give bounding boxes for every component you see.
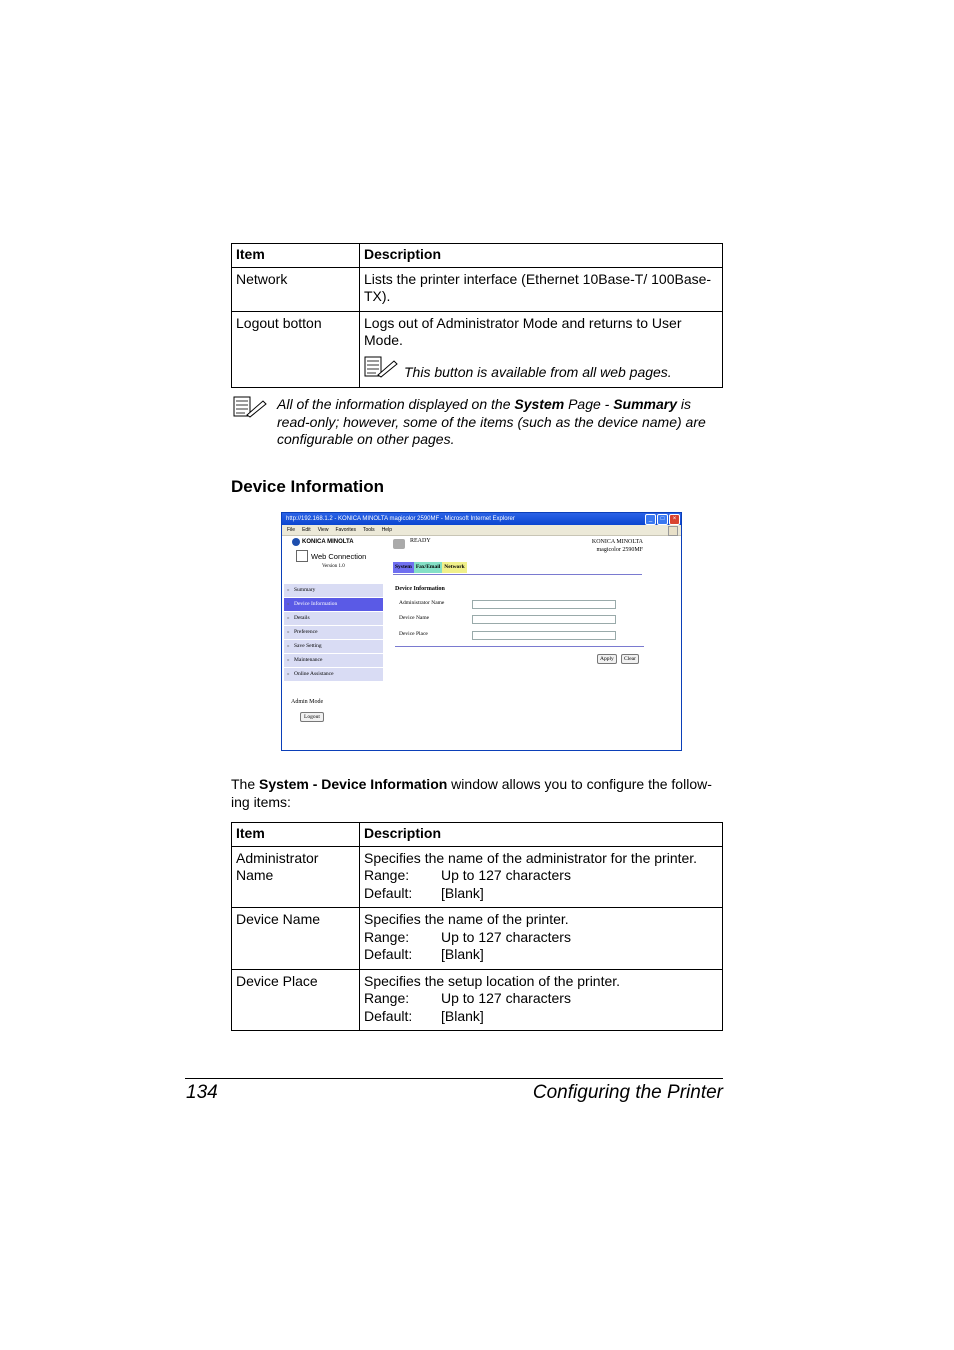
- table-row: [232, 846, 723, 908]
- default-label: Default:: [364, 1007, 413, 1024]
- intro-bold: System - Device Information: [259, 776, 448, 792]
- row-item: Device Place: [232, 969, 360, 1031]
- range-label: Range:: [364, 928, 410, 945]
- note-text-suffix: is read-only; however, some of the items (such as the device name) are configurable on other pages.: [277, 396, 706, 447]
- divider: [395, 646, 644, 647]
- row-description: Specifies the name of the printer.: [364, 911, 569, 927]
- pagescope-icon: [296, 550, 308, 562]
- note-pencil-icon: [233, 396, 267, 449]
- chapter-title: Configuring the Printer: [532, 1082, 723, 1103]
- sidebar-item-details[interactable]: » Details: [284, 612, 383, 625]
- tab-fax-email[interactable]: Fax/Email: [414, 562, 442, 573]
- model-info: [592, 538, 643, 554]
- device-place-input[interactable]: [472, 631, 616, 640]
- row-description: Logs out of Administrator Mode and returns to User Mode.: [364, 314, 682, 348]
- tab-bar: [393, 562, 467, 573]
- range-label: Range:: [364, 867, 410, 883]
- minimize-icon[interactable]: _: [645, 514, 656, 525]
- page-note: [233, 396, 723, 449]
- model-brand: KONICA MINOLTA: [591, 539, 643, 545]
- header-description: Description: [360, 823, 723, 847]
- sidebar-item-device-information[interactable]: » Device Information: [284, 598, 383, 611]
- tab-network[interactable]: Network: [442, 562, 466, 573]
- sidebar-item-save-setting[interactable]: » Save Setting: [284, 640, 383, 653]
- browser-title: http://192.168.1.2 - KONICA MINOLTA magicolor 2590MF - Microsoft Internet Explorer: [286, 516, 515, 522]
- section-heading: Device Information: [231, 477, 385, 496]
- sidebar-item-summary[interactable]: » Summary: [284, 584, 383, 597]
- header-item: Item: [232, 244, 360, 268]
- range-value: Up to 127 characters: [441, 867, 571, 883]
- default-label: Default:: [364, 884, 413, 901]
- table-header-row: [232, 244, 723, 268]
- table-row: [232, 311, 723, 388]
- table-row: [232, 908, 723, 970]
- range-value: Up to 127 characters: [441, 990, 571, 1006]
- form-title: Device Information: [395, 586, 445, 592]
- menu-favorites[interactable]: Favorites: [335, 527, 356, 533]
- logout-button[interactable]: Logout: [300, 712, 324, 722]
- row-item: Network: [232, 267, 360, 311]
- konica-minolta-logo: [292, 538, 392, 546]
- note-text-prefix: All of the information displayed on the: [277, 396, 515, 412]
- administrator-name-input[interactable]: [472, 600, 616, 609]
- inline-note: [364, 356, 718, 383]
- field-label-device-name: Device Name: [399, 615, 430, 621]
- konica-minolta-globe-icon: [292, 538, 300, 546]
- maximize-icon[interactable]: □: [657, 514, 668, 525]
- page-number: 134: [186, 1082, 218, 1103]
- note-text-bold-system: System: [514, 396, 565, 412]
- range-value: Up to 127 characters: [441, 928, 571, 945]
- windows-flag-icon: [668, 526, 678, 536]
- menu-help[interactable]: Help: [381, 527, 392, 533]
- model-name: magicolor 2590MF: [596, 547, 643, 553]
- web-connection-line: [296, 550, 392, 562]
- note-text-middle: Page -: [564, 396, 614, 412]
- row-item: Logout botton: [232, 311, 360, 388]
- close-icon[interactable]: ×: [669, 514, 680, 525]
- range-line: [364, 867, 718, 885]
- default-label: Default:: [364, 946, 413, 962]
- field-label-device-place: Device Place: [399, 631, 428, 637]
- row-description-cell: [360, 969, 723, 1031]
- status-text: READY: [410, 538, 431, 544]
- row-description: Specifies the name of the administrator for the printer.: [364, 849, 698, 866]
- menu-edit[interactable]: Edit: [302, 527, 311, 533]
- default-line: [364, 1008, 718, 1026]
- sidebar: [284, 584, 383, 682]
- browser-menubar: [282, 525, 681, 536]
- info-table-bottom: [231, 822, 723, 1031]
- browser-screenshot: [281, 512, 682, 751]
- window-controls: [645, 514, 680, 525]
- range-line: [364, 929, 718, 947]
- intro-suffix: window allows you to configure the follow-ing items:: [231, 776, 712, 810]
- divider: [393, 574, 642, 575]
- row-description-cell: [360, 908, 723, 970]
- row-description-cell: [360, 311, 723, 388]
- brand-area: [292, 538, 392, 569]
- sidebar-item-online-assistance[interactable]: » Online Assistance: [284, 668, 383, 681]
- version-label: Version 1.0: [322, 564, 345, 569]
- row-description: Lists the printer interface (Ethernet 10Base-T/ 100Base-TX).: [360, 267, 723, 311]
- note-body: [277, 396, 723, 449]
- table-header-row: [232, 823, 723, 847]
- sidebar-item-preference[interactable]: » Preference: [284, 626, 383, 639]
- apply-button[interactable]: Apply: [597, 654, 617, 664]
- intro-paragraph: [231, 776, 723, 811]
- field-label-administrator-name: Administrator Name: [399, 600, 445, 606]
- status-area: [393, 537, 643, 557]
- note-text: This button is available from all web pages.: [404, 363, 672, 380]
- menu-tools[interactable]: Tools: [363, 527, 375, 533]
- header-description: Description: [360, 244, 723, 268]
- intro-prefix: The: [231, 776, 260, 792]
- row-item: Device Name: [232, 908, 360, 970]
- row-description-cell: [360, 846, 723, 908]
- tab-system[interactable]: System: [393, 562, 414, 573]
- default-value: [Blank]: [441, 884, 484, 901]
- menu-file[interactable]: File: [287, 527, 296, 533]
- header-item: Item: [232, 823, 360, 847]
- sidebar-item-maintenance[interactable]: » Maintenance: [284, 654, 383, 667]
- default-value: [Blank]: [441, 946, 484, 962]
- default-value: [Blank]: [441, 1007, 484, 1024]
- default-line: [364, 885, 718, 903]
- note-text-bold-summary: Summary: [613, 396, 678, 412]
- brand-name: KONICA MINOLTA: [302, 539, 354, 545]
- menu-view[interactable]: View: [317, 527, 329, 533]
- table-row: [232, 267, 723, 311]
- web-connection-label: Web Connection: [311, 551, 367, 561]
- printer-icon: [393, 539, 405, 549]
- default-line: [364, 946, 718, 964]
- info-table-top: [231, 243, 723, 388]
- row-item: Administrator Name: [232, 846, 360, 908]
- note-pencil-icon: [364, 356, 398, 383]
- range-label: Range:: [364, 990, 410, 1006]
- range-line: [364, 990, 718, 1008]
- table-row: [232, 969, 723, 1031]
- row-description: Specifies the setup location of the printer.: [364, 972, 621, 989]
- device-name-input[interactable]: [472, 615, 616, 624]
- admin-mode-label: Admin Mode: [291, 699, 324, 705]
- clear-button[interactable]: Clear: [621, 654, 639, 664]
- footer-divider: [185, 1078, 723, 1079]
- browser-titlebar: [282, 513, 681, 525]
